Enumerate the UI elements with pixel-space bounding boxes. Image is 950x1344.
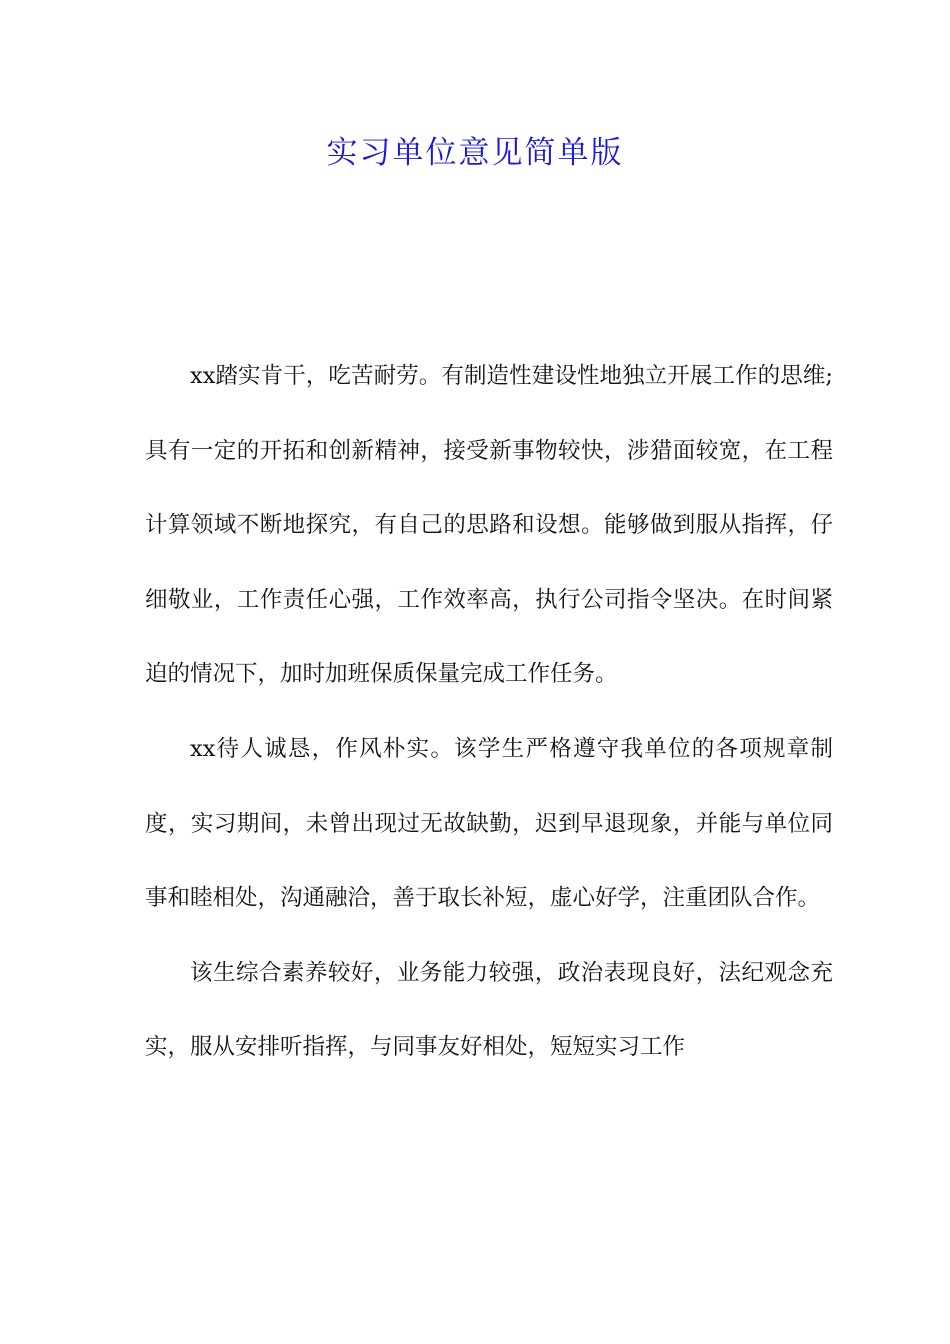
paragraph-2: xx待人诚恳，作风朴实。该学生严格遵守我单位的各项规章制度，实习期间，未曾出现过无故缺勤，迟到早退现象，并能与单位同事和睦相处，沟通融洽，善于取长补短，虚心好学，注重团队合作。 [145, 735, 833, 912]
paragraph-1: xx踏实肯干，吃苦耐劳。有制造性建设性地独立开展工作的思维;具有一定的开拓和创新精神，接受新事物较快，涉猎面较宽，在工程计算领域不断地探究，有自己的思路和设想。能够做到服从指挥，仔细敬业，工作责任心强，工作效率高，执行公司指令坚决。在时间紧迫的情况下，加时加班保质保量完成工作任务。 [145, 363, 833, 688]
document-title: 实习单位意见简单版 [326, 135, 624, 171]
paragraph-3: 该生综合素养较好，业务能力较强，政治表现良好，法纪观念充实，服从安排听指挥，与同事友好相处，短短实习工作 [145, 959, 833, 1061]
document-body [145, 339, 833, 1085]
